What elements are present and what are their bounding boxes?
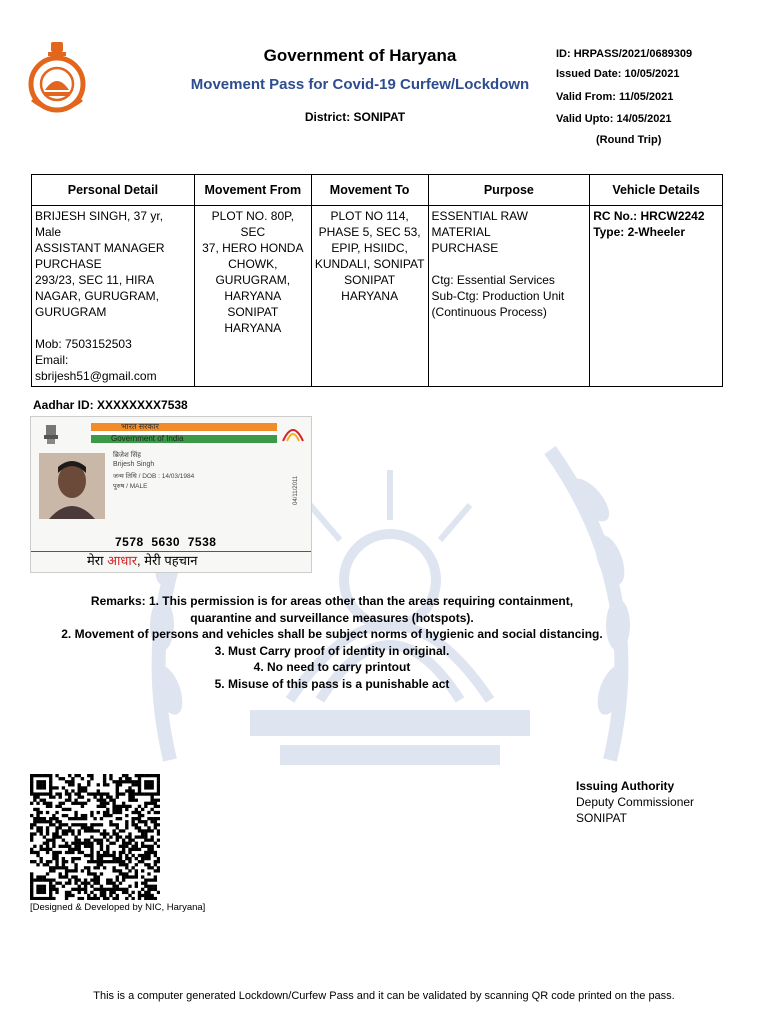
valid-from: Valid From: 11/05/2021 <box>556 91 674 103</box>
card-tagline <box>87 551 197 569</box>
pass-id: ID: HRPASS/2021/0689309 <box>556 48 693 60</box>
personal-email-label: Email: <box>35 353 69 367</box>
table-header-row <box>32 175 723 206</box>
vehicle-type: Type: 2-Wheeler <box>593 225 685 239</box>
purpose-line: ESSENTIAL RAW MATERIAL <box>431 209 528 239</box>
purpose-subcategory: Sub-Ctg: Production Unit <box>431 289 565 303</box>
remark-line: 2. Movement of persons and vehicles shall be subject norms of hygienic and social distancing. <box>61 627 603 641</box>
qr-code <box>30 774 160 900</box>
movement-to-cell <box>311 206 428 387</box>
remarks-section <box>30 593 634 692</box>
page-subtitle: Movement Pass for Covid-19 Curfew/Lockdown <box>190 76 530 93</box>
personal-email: sbrijesh51@gmail.com <box>35 369 157 383</box>
to-line: SONIPAT <box>344 273 396 287</box>
personal-detail-cell <box>32 206 195 387</box>
table-row <box>32 206 723 387</box>
vehicle-details-cell <box>590 206 723 387</box>
col-header-from: Movement From <box>194 175 311 206</box>
from-line: 37, HERO HONDA <box>202 241 304 255</box>
tagline-part-a: मेरा <box>87 553 108 568</box>
authority-line: SONIPAT <box>576 811 627 825</box>
purpose-line: PURCHASE <box>431 241 499 255</box>
aadhar-id-label: Aadhar ID: XXXXXXXX7538 <box>33 398 188 412</box>
card-gov-hindi: भारत सरकार <box>121 422 159 431</box>
aadhar-number: 7578 5630 7538 <box>115 535 217 549</box>
issued-date: Issued Date: 10/05/2021 <box>556 68 680 80</box>
authority-line: Deputy Commissioner <box>576 795 695 809</box>
pass-details-table <box>31 174 723 387</box>
purpose-cell <box>428 206 590 387</box>
card-name-hindi: ब्रिजेश सिंह <box>113 452 141 459</box>
from-line: PLOT NO. 80P, SEC <box>211 209 294 239</box>
issuing-authority <box>576 778 694 826</box>
remark-line: 3. Must Carry proof of identity in original. <box>214 643 450 658</box>
remark-line: 5. Misuse of this pass is a punishable act <box>214 676 450 691</box>
tagline-part-b: आधार <box>107 553 138 568</box>
from-line: HARYANA <box>224 289 282 303</box>
from-line: GURUGRAM, <box>215 273 291 287</box>
purpose-category: Ctg: Essential Services <box>431 273 555 287</box>
page-title: Government of Haryana <box>263 46 457 65</box>
remark-line: 4. No need to carry printout <box>253 660 411 674</box>
district-label: District: SONIPAT <box>304 110 406 124</box>
movement-from-cell <box>194 206 311 387</box>
to-line: KUNDALI, SONIPAT <box>314 257 425 271</box>
aadhar-photo <box>39 453 105 519</box>
from-line: SONIPAT <box>227 305 279 319</box>
vehicle-rc: RC No.: HRCW2242 <box>593 209 705 223</box>
aadhaar-logo-icon <box>281 423 305 443</box>
remark-line: Remarks: 1. This permission is for areas other than the areas requiring containment, <box>90 594 574 608</box>
card-gender: पुरुष / MALE <box>113 483 148 490</box>
col-header-to: Movement To <box>311 175 428 206</box>
personal-address-2: NAGAR, GURUGRAM, <box>35 289 160 303</box>
valid-upto: Valid Upto: 14/05/2021 <box>556 113 672 125</box>
personal-mobile: Mob: 7503152503 <box>35 337 132 351</box>
to-line: PHASE 5, SEC 53, <box>318 225 421 239</box>
card-dob: जन्म तिथि / DOB : 14/03/1984 <box>113 473 195 480</box>
remark-line: quarantine and surveillance measures (hotspots). <box>190 610 474 625</box>
col-header-vehicle: Vehicle Details <box>590 175 723 206</box>
personal-name: BRIJESH SINGH, 37 yr, Male <box>35 209 164 239</box>
col-header-purpose: Purpose <box>428 175 590 206</box>
ashoka-emblem-icon <box>43 423 59 445</box>
personal-designation: ASSISTANT MANAGER <box>35 241 165 255</box>
from-line: HARYANA <box>224 321 282 335</box>
card-gov-english: Government of India <box>111 434 184 443</box>
from-line: CHOWK, <box>228 257 278 271</box>
tagline-part-c: , मेरी पहचान <box>137 553 198 568</box>
footer-note: This is a computer generated Lockdown/Curfew Pass and it can be validated by scanning QR code printed on the pass. <box>93 990 675 1002</box>
to-line: HARYANA <box>341 289 399 303</box>
personal-address-3: GURUGRAM <box>35 305 107 319</box>
card-name: Brijesh Singh <box>113 461 155 468</box>
personal-designation-2: PURCHASE <box>35 257 102 271</box>
developer-credit: [Designed & Developed by NIC, Haryana] <box>30 902 206 913</box>
to-line: PLOT NO 114, <box>330 209 409 223</box>
purpose-subcategory-detail: (Continuous Process) <box>431 305 547 319</box>
trip-type: (Round Trip) <box>596 134 662 146</box>
aadhar-card-image <box>30 416 312 573</box>
card-issue-date: 04/11/2011 <box>293 475 299 505</box>
haryana-emblem-icon <box>24 40 90 118</box>
authority-line: Issuing Authority <box>576 779 675 793</box>
col-header-personal: Personal Detail <box>32 175 195 206</box>
to-line: EPIP, HSIIDC, <box>331 241 408 255</box>
personal-address-1: 293/23, SEC 11, HIRA <box>35 273 155 287</box>
card-saffron-band <box>91 423 277 431</box>
